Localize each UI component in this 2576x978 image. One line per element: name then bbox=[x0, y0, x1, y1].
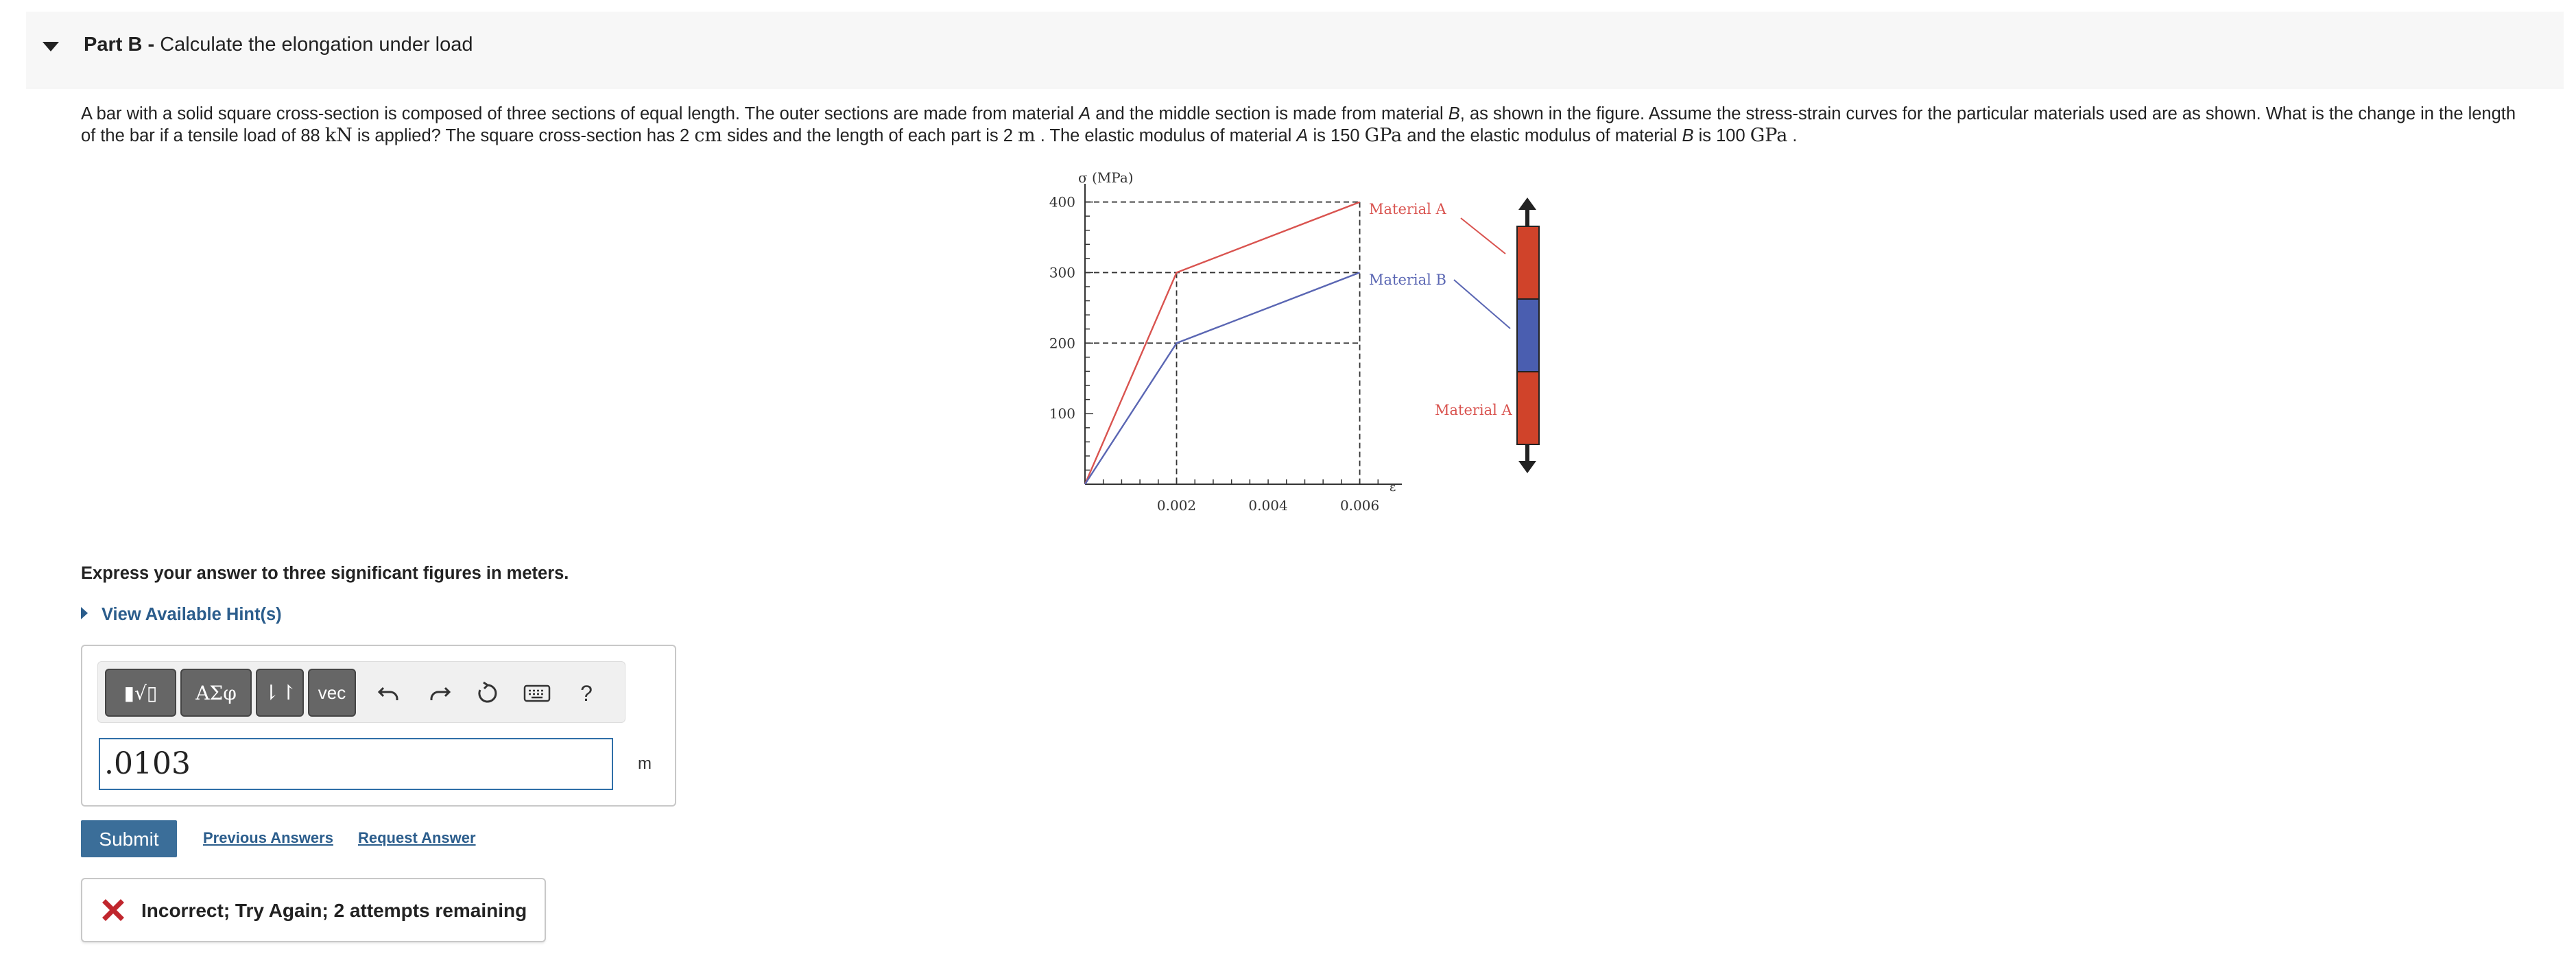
part-title-text: Calculate the elongation under load bbox=[160, 34, 473, 56]
help-button[interactable]: ? bbox=[580, 680, 593, 706]
series-line-material-b bbox=[1085, 272, 1360, 484]
y-tick-label: 300 bbox=[1049, 264, 1075, 281]
keyboard-icon[interactable] bbox=[518, 674, 556, 713]
reset-icon[interactable] bbox=[468, 674, 507, 713]
material-b-leader-line bbox=[1454, 280, 1510, 329]
y-tick-label: 200 bbox=[1049, 335, 1075, 352]
bar-section-top-a bbox=[1517, 226, 1539, 299]
redo-icon[interactable] bbox=[420, 674, 459, 713]
stress-strain-figure bbox=[1022, 162, 1571, 525]
x-icon bbox=[102, 898, 125, 922]
vector-button[interactable]: vec bbox=[308, 669, 356, 717]
x-tick-label: 0.006 bbox=[1339, 497, 1380, 514]
undo-icon[interactable] bbox=[370, 674, 408, 713]
up-arrow-icon bbox=[1518, 198, 1536, 210]
material-a-curve-label: Material A bbox=[1369, 201, 1446, 217]
greek-symbols-button[interactable]: ΑΣφ bbox=[180, 669, 252, 717]
view-hints-link[interactable] bbox=[81, 605, 282, 625]
request-answer-link[interactable]: Request Answer bbox=[358, 829, 476, 846]
previous-answers-link[interactable]: Previous Answers bbox=[203, 829, 333, 846]
down-arrow-icon bbox=[1518, 461, 1536, 473]
collapse-caret-icon[interactable] bbox=[43, 42, 59, 51]
answer-box bbox=[81, 645, 676, 807]
part-title bbox=[84, 32, 473, 57]
y-axis-label: σ (MPa) bbox=[1078, 169, 1134, 186]
answer-instruction: Express your answer to three significant figures in meters. bbox=[81, 564, 569, 583]
feedback-text: Incorrect; Try Again; 2 attempts remaining bbox=[141, 900, 527, 921]
problem-statement: A bar with a solid square cross-section is composed of three sections of equal length. The outer sections are made from material A and the middle section is made from material B, as shown in the figure. Assume the stress-strain curves for the particular materials used are as shown. What is the change in the length of the bar if a tensile load of 88 kN is applied? The square cross-section has 2 cm sides and the length of each part is 2 m . The elastic modulus of material A is 150 GPa and the elastic modulus of material B is 100 GPa . bbox=[81, 104, 2516, 146]
x-axis-label: ε bbox=[1390, 480, 1396, 494]
bar-section-middle-b bbox=[1517, 299, 1539, 372]
material-a-bar-label: Material A bbox=[1435, 402, 1512, 418]
material-a-leader-line bbox=[1461, 218, 1505, 254]
x-tick-label: 0.004 bbox=[1248, 497, 1288, 514]
stress-strain-chart bbox=[1022, 162, 1571, 525]
math-toolbar bbox=[97, 661, 625, 723]
x-tick-label: 0.002 bbox=[1156, 497, 1197, 514]
y-tick-label: 100 bbox=[1049, 405, 1075, 422]
answer-unit: m bbox=[638, 754, 652, 773]
part-header[interactable] bbox=[26, 12, 2564, 88]
material-b-curve-label: Material B bbox=[1369, 272, 1446, 288]
templates-button[interactable]: ▮√▯ bbox=[105, 669, 176, 717]
expand-triangle-icon bbox=[81, 607, 88, 619]
hint-label: View Available Hint(s) bbox=[102, 605, 282, 624]
answer-input[interactable]: .0103 bbox=[99, 738, 613, 790]
composite-bar bbox=[1517, 198, 1539, 473]
feedback-box bbox=[81, 878, 546, 942]
y-tick-label: 400 bbox=[1049, 193, 1075, 211]
subscript-superscript-button[interactable]: ⇂↾ bbox=[256, 669, 304, 717]
part-label: Part B - bbox=[84, 34, 155, 56]
bar-section-bottom-a bbox=[1517, 372, 1539, 444]
submit-button[interactable]: Submit bbox=[81, 820, 177, 857]
